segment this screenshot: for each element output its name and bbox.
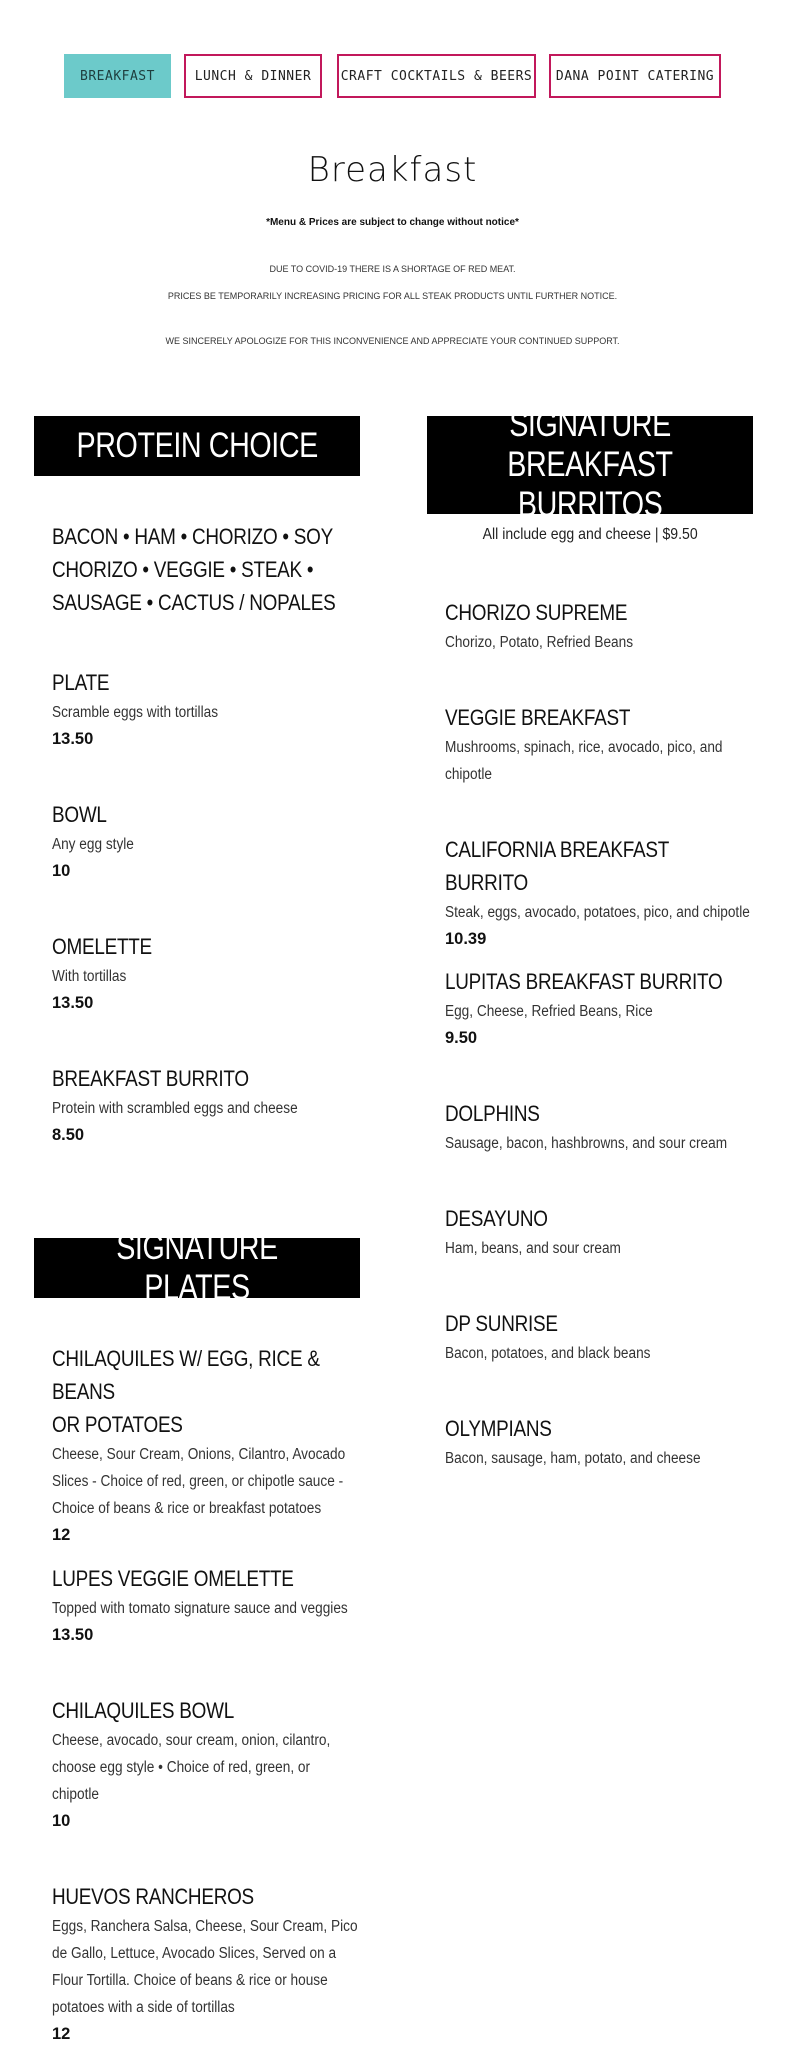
menu-item-veggie-breakfast [445, 701, 755, 788]
item-description-line: Flour Tortilla. Choice of beans & rice or house [52, 1972, 328, 1989]
protein-options-line: CHORIZO • VEGGIE • STEAK • [52, 557, 314, 582]
menu-item-desayuno [445, 1202, 755, 1262]
tab-breakfast[interactable]: BREAKFAST [64, 54, 171, 98]
menu-item-dp-sunrise [445, 1307, 755, 1367]
item-price: 9.50 [445, 1029, 478, 1047]
item-description: Ham, beans, and sour cream [445, 1240, 621, 1257]
menu-item-olympians [445, 1412, 755, 1472]
item-name: DOLPHINS [445, 1101, 540, 1126]
protein-choice-title: PROTEIN CHOICE [76, 426, 318, 465]
item-description: Steak, eggs, avocado, potatoes, pico, and chipotle [445, 904, 750, 921]
item-description-line: Choice of beans & rice or breakfast potatoes [52, 1500, 322, 1517]
menu-item-bowl [52, 798, 362, 885]
menu-item-lupitas-breakfast-burrito [445, 965, 755, 1052]
menu-item-chilaquiles-egg [52, 1342, 362, 1549]
menu-item-breakfast-burrito [52, 1062, 362, 1149]
menu-tabs [0, 54, 785, 98]
item-description [52, 1441, 362, 1522]
item-description: Sausage, bacon, hashbrowns, and sour cream [445, 1135, 728, 1152]
tab-dana-point-catering[interactable]: DANA POINT CATERING [549, 54, 721, 98]
item-name: DP SUNRISE [445, 1311, 558, 1336]
item-name: BOWL [52, 802, 107, 827]
protein-options-line: SAUSAGE • CACTUS / NOPALES [52, 590, 336, 615]
menu-item-chilaquiles-bowl [52, 1694, 362, 1835]
item-name [52, 1342, 362, 1441]
item-price: 13.50 [52, 994, 94, 1012]
item-description: Scramble eggs with tortillas [52, 704, 219, 721]
tab-craft-cocktails-beers[interactable]: CRAFT COCKTAILS & BEERS [337, 54, 536, 98]
item-description-line: Mushrooms, spinach, rice, avocado, pico, and [445, 739, 723, 756]
item-description-line: chipotle [52, 1786, 100, 1803]
protein-options-line: BACON • HAM • CHORIZO • SOY [52, 524, 333, 549]
item-description [52, 1727, 362, 1808]
item-description-line: de Gallo, Lettuce, Avocado Slices, Served on a [52, 1945, 337, 1962]
item-description: With tortillas [52, 968, 127, 985]
item-name-line: CHILAQUILES W/ EGG, RICE & BEANS [52, 1346, 320, 1404]
item-description-line: Cheese, Sour Cream, Onions, Cilantro, Avocado [52, 1446, 346, 1463]
item-price: 10.39 [445, 930, 487, 948]
item-name: LUPITAS BREAKFAST BURRITO [445, 969, 723, 994]
item-description: Topped with tomato signature sauce and veggies [52, 1600, 348, 1617]
item-description: Chorizo, Potato, Refried Beans [445, 634, 634, 651]
item-name: PLATE [52, 670, 110, 695]
menu-item-chorizo-supreme [445, 596, 755, 656]
item-description: Bacon, potatoes, and black beans [445, 1345, 651, 1362]
item-name: LUPES VEGGIE OMELETTE [52, 1566, 294, 1591]
item-price: 12 [52, 2025, 71, 2043]
menu-item-huevos-rancheros [52, 1880, 362, 2048]
pricing-notice: PRICES BE TEMPORARILY INCREASING PRICING FOR ALL STEAK PRODUCTS UNTIL FURTHER NOTICE. [167, 291, 618, 301]
item-price: 10 [52, 1812, 71, 1830]
item-price: 10 [52, 862, 71, 880]
protein-options-list [52, 520, 362, 619]
item-name: CHILAQUILES BOWL [52, 1698, 234, 1723]
item-name: BREAKFAST BURRITO [52, 1066, 249, 1091]
menu-item-dolphins [445, 1097, 755, 1157]
disclaimer-notice: *Menu & Prices are subject to change without notice* [266, 217, 519, 228]
item-name: HUEVOS RANCHEROS [52, 1884, 254, 1909]
item-description: Any egg style [52, 836, 134, 853]
menu-item-california-breakfast-burrito [445, 833, 755, 953]
item-name-line: OR POTATOES [52, 1412, 183, 1437]
signature-plates-title: SIGNATURE PLATES [116, 1228, 278, 1307]
item-description-line: chipotle [445, 766, 493, 783]
protein-choice-header [34, 416, 360, 476]
page-title: Breakfast [307, 150, 478, 190]
item-description-line: choose egg style • Choice of red, green, or [52, 1759, 311, 1776]
menu-item-omelette [52, 930, 362, 1017]
signature-plates-header [34, 1228, 360, 1307]
menu-item-plate [52, 666, 362, 753]
apology-notice: WE SINCERELY APOLOGIZE FOR THIS INCONVENIENCE AND APPRECIATE YOUR CONTINUED SUPPORT. [165, 336, 620, 346]
menu-item-lupes-veggie-omelette [52, 1562, 362, 1649]
item-name: CHORIZO SUPREME [445, 600, 628, 625]
item-description-line: Cheese, avocado, sour cream, onion, cilantro, [52, 1732, 331, 1749]
item-price: 13.50 [52, 1626, 94, 1644]
signature-burritos-title-line: BURRITOS [517, 485, 663, 524]
item-description: Egg, Cheese, Refried Beans, Rice [445, 1003, 653, 1020]
item-price: 12 [52, 1526, 71, 1544]
item-name: CALIFORNIA BREAKFAST BURRITO [445, 837, 669, 895]
item-description: Bacon, sausage, ham, potato, and cheese [445, 1450, 701, 1467]
item-name: OMELETTE [52, 934, 152, 959]
item-name: VEGGIE BREAKFAST [445, 705, 631, 730]
item-name: OLYMPIANS [445, 1416, 552, 1441]
burritos-subtitle [427, 526, 753, 544]
signature-burritos-title-line: SIGNATURE BREAKFAST [507, 405, 673, 484]
item-description-line: Eggs, Ranchera Salsa, Cheese, Sour Cream, Pico [52, 1918, 358, 1935]
item-price: 13.50 [52, 730, 94, 748]
item-price: 8.50 [52, 1126, 85, 1144]
item-name: DESAYUNO [445, 1206, 548, 1231]
tab-lunch-dinner[interactable]: LUNCH & DINNER [184, 54, 322, 98]
burritos-subtitle-text: All include egg and cheese | $9.50 [482, 526, 698, 543]
covid-notice: DUE TO COVID-19 THERE IS A SHORTAGE OF RED MEAT. [269, 264, 516, 274]
item-description: Protein with scrambled eggs and cheese [52, 1100, 298, 1117]
item-description-line: Slices - Choice of red, green, or chipotle sauce - [52, 1473, 344, 1490]
item-description [52, 1913, 362, 2021]
item-description-line: potatoes with a side of tortillas [52, 1999, 235, 2016]
signature-burritos-header [427, 405, 753, 524]
item-description [445, 734, 755, 788]
